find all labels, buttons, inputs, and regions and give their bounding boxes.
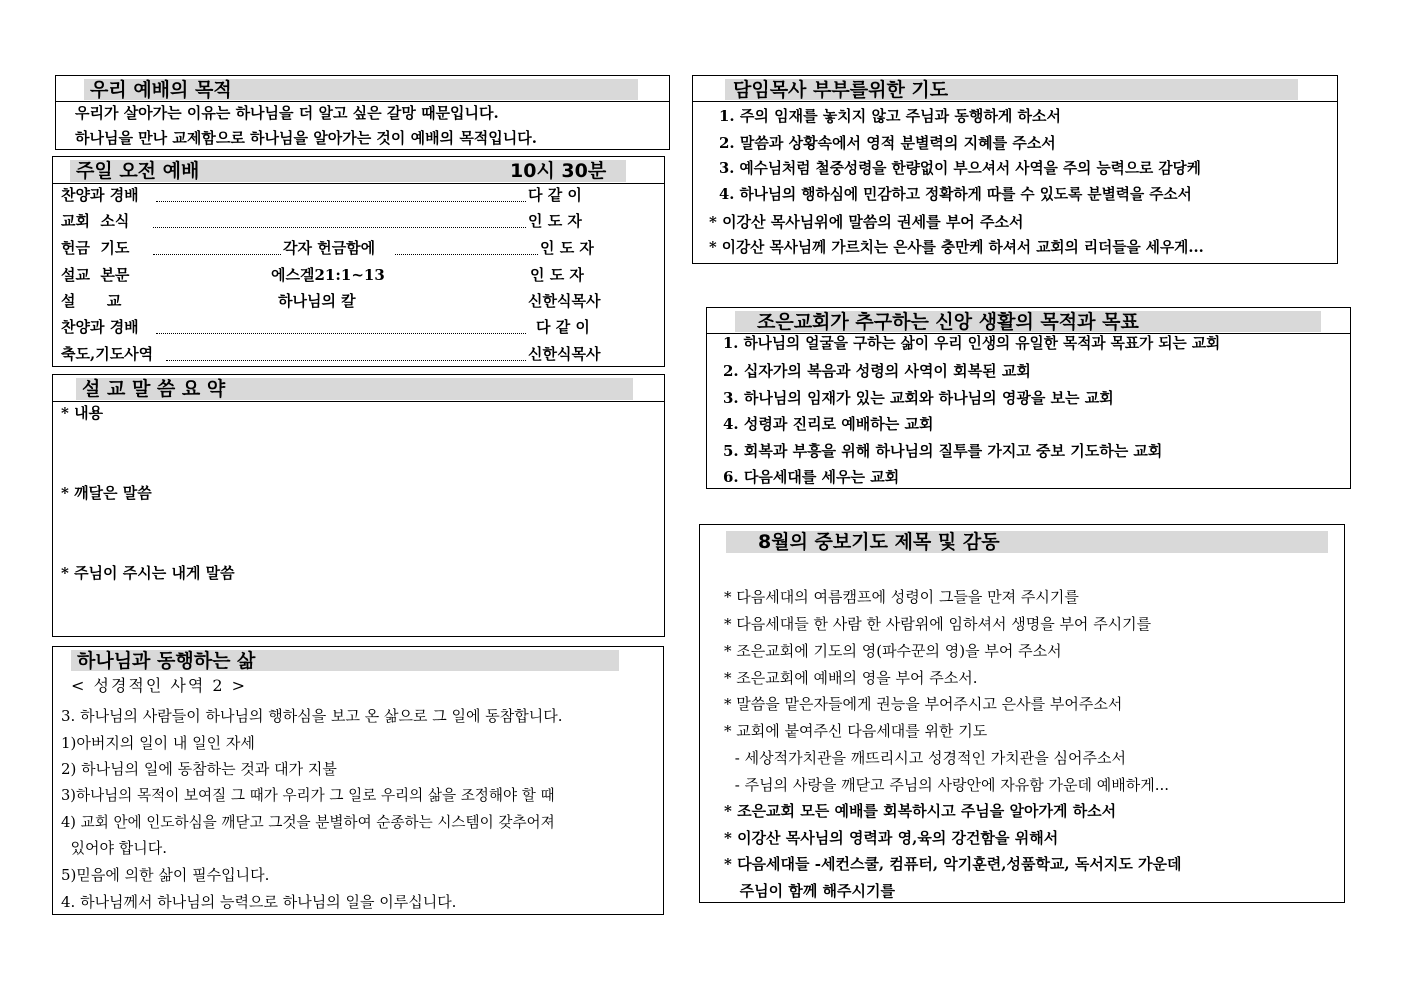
summary-item: * 내용 [61, 404, 104, 422]
service-item: 헌금 기도 [61, 239, 130, 257]
divider [53, 183, 664, 184]
service-item: 설 교 [61, 292, 122, 310]
service-middle: 에스겔21:1~13 [271, 266, 385, 284]
summary-item: * 주님이 주시는 내게 말씀 [61, 564, 235, 582]
service-leader: 신한식목사 [528, 345, 601, 363]
service-leader: 다 같 이 [528, 186, 582, 204]
church-goal-line: 1. 하나님의 얼굴을 구하는 삶이 우리 인생의 유일한 목적과 목표가 되는 교회 [723, 335, 1221, 352]
august-prayer-section [699, 524, 1345, 903]
august-prayer-line: * 말씀을 맡은자들에게 권능을 부어주시고 은사를 부어주소서 [724, 695, 1123, 713]
leader-dots [395, 254, 538, 255]
walk-line: 3. 하나님의 사람들이 하나님의 행하심을 보고 온 삶으로 그 일에 동참합니다. [61, 707, 563, 725]
church-goals-title: 조은교회가 추구하는 신앙 생활의 목적과 목표 [735, 311, 1321, 332]
leader-dots [153, 254, 281, 255]
walk-line: 3)하나님의 목적이 보여질 그 때가 우리가 그 일로 우리의 삶을 조정해야 할 때 [61, 787, 555, 804]
august-prayer-line: - 세상적가치관을 깨뜨리시고 성경적인 가치관을 심어주소서 [730, 749, 1126, 767]
leader-dots [156, 333, 526, 334]
pastor-prayer-line: * 이강산 목사님위에 말씀의 권세를 부어 주소서 [709, 213, 1024, 231]
pastor-prayer-line: * 이강산 목사님께 가르치는 은사를 충만케 하셔서 교회의 리더들을 세우게... [709, 239, 1204, 256]
august-prayer-line: * 다음세대의 여름캠프에 성령이 그들을 만져 주시기를 [724, 588, 1079, 606]
walk-with-god-title: 하나님과 동행하는 삶 [71, 650, 619, 671]
service-leader: 다 같 이 [536, 318, 590, 336]
pastor-prayer-line: 1. 주의 임재를 놓치지 않고 주님과 동행하게 하소서 [719, 107, 1062, 125]
walk-with-god-subtitle: < 성경적인 사역 2 > [71, 676, 248, 695]
divider [53, 401, 664, 402]
service-item: 설교 본문 [61, 266, 130, 284]
walk-line: 4. 하나님께서 하나님의 능력으로 하나님의 일을 이루십니다. [61, 893, 457, 911]
church-goal-line: 4. 성령과 진리로 예배하는 교회 [723, 415, 934, 433]
pastor-prayer-line: 2. 말씀과 상황속에서 영적 분별력의 지혜를 주소서 [719, 134, 1056, 152]
pastor-prayer-section [692, 75, 1338, 264]
pastor-prayer-title: 담임목사 부부를위한 기도 [725, 79, 1298, 100]
august-prayer-bold-line: * 조은교회 모든 예배를 회복하시고 주님을 알아가게 하소서 [724, 802, 1117, 820]
august-prayer-bold-line: 주님이 함께 해주시기를 [724, 882, 896, 900]
service-item: 찬양과 경배 [61, 186, 139, 204]
august-prayer-line: - 주님의 사랑을 깨닫고 주님의 사랑안에 자유함 가운데 예배하게... [730, 776, 1170, 794]
church-goal-line: 5. 회복과 부흥을 위해 하나님의 질투를 가지고 중보 기도하는 교회 [723, 442, 1163, 460]
service-leader: 인 도 자 [540, 239, 594, 257]
walk-line: 5)믿음에 의한 삶이 필수입니다. [61, 866, 270, 884]
walk-line: 1)아버지의 일이 내 일인 자세 [61, 734, 255, 752]
service-item: 축도,기도사역 [61, 345, 154, 363]
service-item: 교회 소식 [61, 212, 130, 230]
leader-dots [153, 227, 526, 228]
worship-purpose-line: 우리가 살아가는 이유는 하나님을 더 알고 싶은 갈망 때문입니다. [75, 104, 499, 122]
church-goal-line: 6. 다음세대를 세우는 교회 [723, 468, 900, 486]
sunday-service-section [52, 156, 665, 367]
church-goals-section [706, 307, 1351, 489]
worship-purpose-line: 하나님을 만나 교제함으로 하나님을 알아가는 것이 예배의 목적입니다. [75, 129, 537, 147]
divider [693, 101, 1337, 102]
walk-with-god-section [52, 646, 664, 915]
worship-purpose-title: 우리 예배의 목적 [84, 79, 638, 100]
church-goal-line: 2. 십자가의 복음과 성령의 사역이 회복된 교회 [723, 362, 1031, 380]
church-goal-line: 3. 하나님의 임재가 있는 교회와 하나님의 영광을 보는 교회 [723, 389, 1114, 407]
august-prayer-bold-line: * 이강산 목사님의 영력과 영,육의 강건함을 위해서 [724, 829, 1059, 847]
pastor-prayer-line: 4. 하나님의 행하심에 민감하고 정확하게 따를 수 있도록 분별력을 주소서 [719, 186, 1192, 203]
walk-line: 2) 하나님의 일에 동참하는 것과 대가 지불 [61, 760, 337, 778]
august-prayer-line: * 교회에 붙여주신 다음세대를 위한 기도 [724, 722, 988, 740]
service-middle: 하나님의 칼 [278, 292, 356, 310]
sermon-summary-section [52, 374, 665, 637]
august-prayer-title: 8월의 중보기도 제목 및 감동 [726, 531, 1328, 553]
sunday-service-title: 주일 오전 예배 [70, 160, 626, 182]
worship-purpose-section [55, 75, 670, 150]
sermon-summary-title: 설 교 말 씀 요 약 [76, 378, 633, 400]
leader-dots [156, 201, 526, 202]
divider [56, 101, 669, 102]
service-item: 찬양과 경배 [61, 318, 139, 336]
service-leader: 인 도 자 [530, 266, 584, 284]
august-prayer-bold-line: * 다음세대들 -세컨스쿨, 컴퓨터, 악기훈련,성품학교, 독서지도 가운데 [724, 855, 1182, 873]
service-middle: 각자 헌금함에 [283, 239, 376, 257]
walk-line: 있어야 합니다. [61, 839, 168, 857]
leader-dots [166, 360, 526, 361]
august-prayer-line: * 다음세대들 한 사람 한 사람위에 임하셔서 생명을 부어 주시기를 [724, 615, 1152, 633]
august-prayer-line: * 조은교회에 예배의 영을 부어 주소서. [724, 669, 978, 687]
service-leader: 인 도 자 [528, 212, 582, 230]
august-prayer-line: * 조은교회에 기도의 영(파수꾼의 영)을 부어 주소서 [724, 642, 1062, 660]
summary-item: * 깨달은 말씀 [61, 484, 152, 502]
pastor-prayer-line: 3. 예수님처럼 철중성령을 한량없이 부으셔서 사역을 주의 능력으로 감당케 [719, 160, 1201, 177]
walk-line: 4) 교회 안에 인도하심을 깨닫고 그것을 분별하여 순종하는 시스템이 갖추어져 [61, 814, 555, 831]
service-leader: 신한식목사 [528, 292, 601, 310]
sunday-service-time: 10시 30분 [510, 160, 607, 182]
